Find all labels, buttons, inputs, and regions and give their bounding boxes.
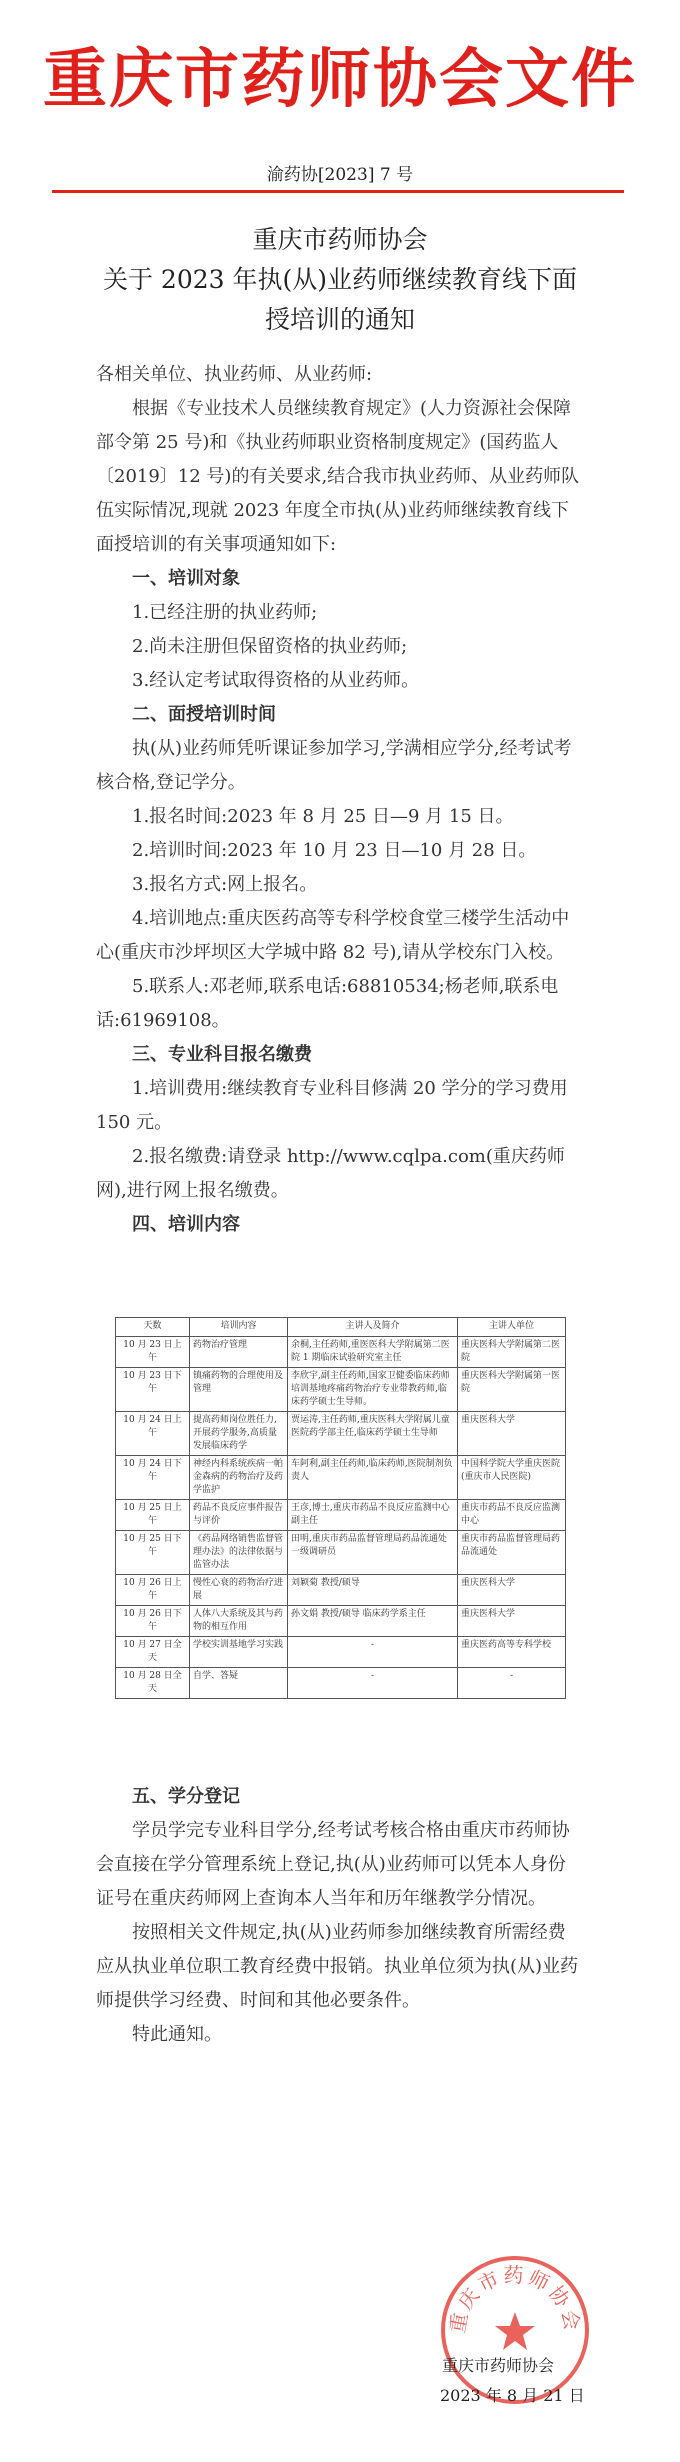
table-cell: 10 月 23 日上午	[116, 1337, 190, 1368]
list-item: 3.经认定考试取得资格的从业药师。	[132, 670, 420, 691]
table-cell: 余桐,主任药师,重医医科大学附属第二医院 1 期临床试验研究室主任	[288, 1337, 458, 1368]
table-cell: 重庆市药品监督管理局药品流通处	[458, 1531, 566, 1575]
table-cell: 神经内科系统疾病一帕金森病的药物治疗及药学监护	[190, 1456, 288, 1500]
table-cell: 王彦,博士,重庆市药品不良反应监测中心副主任	[288, 1500, 458, 1531]
table-cell: 重庆医药高等专科学校	[458, 1637, 566, 1668]
notice-title-line: 关于 2023 年执(从)业药师继续教育线下面	[102, 265, 578, 294]
table-cell: 10 月 26 日下午	[116, 1606, 190, 1637]
list-item: 5.联系人:邓老师,联系电话:68810534;杨老师,联系电话:61969108。	[96, 976, 559, 1031]
intro-paragraph: 根据《专业技术人员继续教育规定》(人力资源社会保障部令第 25 号)和《执业药师职业资格制度规定》(国药监人〔2019〕12 号)的有关要求,结合我市执业药师、从业药师队伍实际情况,现就 2023 年度全市执(从)业药师继续教育线下面授培训的有关事项通知如下:	[96, 398, 580, 555]
table-cell: 人体八大系统及其与药物的相互作用	[190, 1606, 288, 1637]
table-cell: 重庆市药品不良反应监测中心	[458, 1500, 566, 1531]
table-cell: 重庆医科大学	[458, 1606, 566, 1637]
table-cell: 10 月 28 日全天	[116, 1668, 190, 1699]
table-row	[116, 1337, 566, 1368]
table-cell: 10 月 23 日下午	[116, 1368, 190, 1412]
table-cell: 10 月 26 日上午	[116, 1575, 190, 1606]
notice-title	[0, 220, 680, 340]
salutation: 各相关单位、执业药师、从业药师:	[96, 364, 373, 385]
table-cell: 慢性心衰的药物治疗进展	[190, 1575, 288, 1606]
table-row	[116, 1456, 566, 1500]
header-red-rule	[52, 190, 624, 193]
table-cell: 重庆医科大学附属第一医院	[458, 1368, 566, 1412]
list-item: 1.已经注册的执业药师;	[132, 602, 318, 623]
section-heading: 五、学分登记	[132, 1786, 240, 1807]
table-cell: 10 月 27 日全天	[116, 1637, 190, 1668]
column-header: 天数	[116, 1318, 190, 1337]
signature-org: 重庆市药师协会	[442, 2356, 555, 2375]
column-header: 培训内容	[190, 1318, 288, 1337]
table-cell: 车阿利,副主任药师,临床药师,医院制剂负责人	[288, 1456, 458, 1500]
table-row	[116, 1531, 566, 1575]
section-heading: 一、培训对象	[132, 568, 240, 589]
table-cell: 重庆医科大学	[458, 1575, 566, 1606]
table-cell: -	[458, 1668, 566, 1699]
column-header: 主讲人及简介	[288, 1318, 458, 1337]
table-cell: 李欣宇,副主任药师,国家卫健委临床药师培训基地疼痛药物治疗专业带教药师,临床药学硕士生导师。	[288, 1368, 458, 1412]
paragraph: 按照相关文件规定,执(从)业药师参加继续教育所需经费应从执业单位职工教育经费中报销。执业单位须为执(从)业药师提供学习经费、时间和其他必要条件。	[96, 1922, 579, 2011]
table-cell: 孙文娟 教授/硕导 临床药学系主任	[288, 1606, 458, 1637]
table-row	[116, 1668, 566, 1699]
table-cell: 10 月 24 日下午	[116, 1456, 190, 1500]
table-row	[116, 1575, 566, 1606]
table-cell: 10 月 25 日下午	[116, 1531, 190, 1575]
table-cell: 重庆医科大学	[458, 1412, 566, 1456]
table-row	[116, 1368, 566, 1412]
table-cell: 重庆医科大学附属第二医院	[458, 1337, 566, 1368]
table-cell: 自学、答疑	[190, 1668, 288, 1699]
list-item: 2.培训时间:2023 年 10 月 23 日—10 月 28 日。	[132, 840, 537, 861]
notice-body-part2	[96, 1780, 582, 2052]
table-cell: -	[288, 1637, 458, 1668]
notice-title-line: 重庆市药师协会	[252, 225, 428, 254]
table-cell: 中国科学院大学重庆医院(重庆市人民医院)	[458, 1456, 566, 1500]
paragraph: 学员学完专业科目学分,经考试考核合格由重庆市药师协会直接在学分管理系统上登记,执(从)业药师可以凭本人身份证号在重庆药师网上查询本人当年和历年继教学分情况。	[96, 1820, 570, 1909]
training-schedule-table	[115, 1317, 566, 1699]
table-cell: 提高药师岗位胜任力,开展药学服务,高质量发展临床药学	[190, 1412, 288, 1456]
notice-body-part1	[96, 358, 582, 1242]
seal-text: 重庆市药师协会	[445, 2263, 585, 2335]
table-row	[116, 1500, 566, 1531]
section-heading: 二、面授培训时间	[132, 704, 276, 725]
table-cell: 药物治疗管理	[190, 1337, 288, 1368]
list-item: 1.报名时间:2023 年 8 月 25 日—9 月 15 日。	[132, 806, 514, 827]
list-item: 4.培训地点:重庆医药高等专科学校食堂三楼学生活动中心(重庆市沙坪坝区大学城中路 82 号),请从学校东门入校。	[96, 908, 570, 963]
table-cell: -	[288, 1668, 458, 1699]
table-cell: 贾运涛,主任药师,重庆医科大学附属儿童医院药学部主任,临床药学硕士生导师	[288, 1412, 458, 1456]
notice-title-line: 授培训的通知	[264, 305, 415, 334]
closing-text: 特此通知。	[132, 2024, 222, 2045]
table-cell: 《药品网络销售监督管理办法》的法律依据与监管办法	[190, 1531, 288, 1575]
list-item: 2.报名缴费:请登录 http://www.cqlpa.com(重庆药师网),进行网上报名缴费。	[96, 1146, 565, 1201]
table-cell: 10 月 24 日上午	[116, 1412, 190, 1456]
table-header-row	[116, 1318, 566, 1337]
table-row	[116, 1606, 566, 1637]
list-item: 2.尚未注册但保留资格的执业药师;	[132, 636, 408, 657]
table-cell: 学校实训基地学习实践	[190, 1637, 288, 1668]
list-item: 3.报名方式:网上报名。	[132, 874, 318, 895]
list-item: 1.培训费用:继续教育专业科目修满 20 学分的学习费用 150 元。	[96, 1078, 568, 1133]
section-heading: 三、专业科目报名缴费	[132, 1044, 312, 1065]
table-row	[116, 1637, 566, 1668]
section-heading: 四、培训内容	[132, 1214, 240, 1235]
table-cell: 药品不良反应事件报告与评价	[190, 1500, 288, 1531]
table-cell: 10 月 25 日上午	[116, 1500, 190, 1531]
table-cell: 刘颖菊 教授/硕导	[288, 1575, 458, 1606]
table-row	[116, 1412, 566, 1456]
table-cell: 田明,重庆市药品监督管理局药品流通处一级调研员	[288, 1531, 458, 1575]
column-header: 主讲人单位	[458, 1318, 566, 1337]
document-header-title: 重庆市药师协会文件	[43, 42, 637, 117]
document-number: 渝药协[2023] 7 号	[266, 165, 414, 185]
table-cell: 镇痛药物的合理使用及管理	[190, 1368, 288, 1412]
signature-date: 2023 年 8 月 21 日	[440, 2386, 585, 2405]
section-intro: 执(从)业药师凭听课证参加学习,学满相应学分,经考试考核合格,登记学分。	[96, 738, 572, 793]
